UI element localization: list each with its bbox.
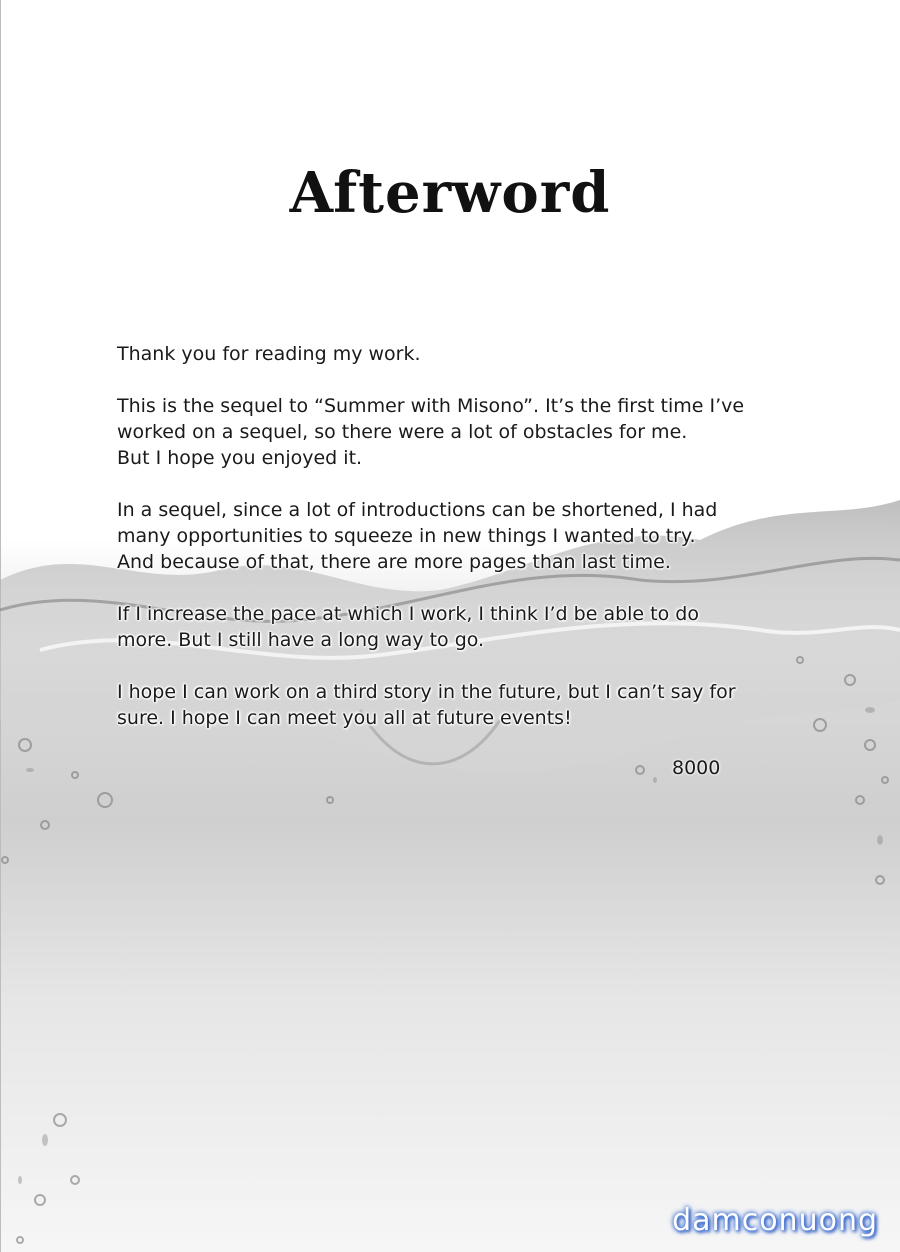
- author-signature: 8000: [672, 757, 721, 779]
- paragraph: This is the sequel to “Summer with Misono”. It’s the first time I’ve worked on a sequel, so there were a lot of obstacles for me. But I hope you enjoyed it.: [117, 395, 745, 469]
- page-title: Afterword: [289, 160, 611, 226]
- paragraph: If I increase the pace at which I work, I think I’d be able to do more. But I still have a long way to go.: [117, 603, 699, 651]
- paragraph: Thank you for reading my work.: [117, 343, 421, 365]
- paragraph: In a sequel, since a lot of introductions can be shortened, I had many opportunities to squeeze in new things I wanted to try. And because of that, there are more pages than last time.: [117, 499, 718, 573]
- watermark: damconuong: [672, 1203, 878, 1238]
- afterword-body: [117, 341, 817, 757]
- paragraph: I hope I can work on a third story in the future, but I can’t say for sure. I hope I can meet you all at future events!: [117, 681, 736, 729]
